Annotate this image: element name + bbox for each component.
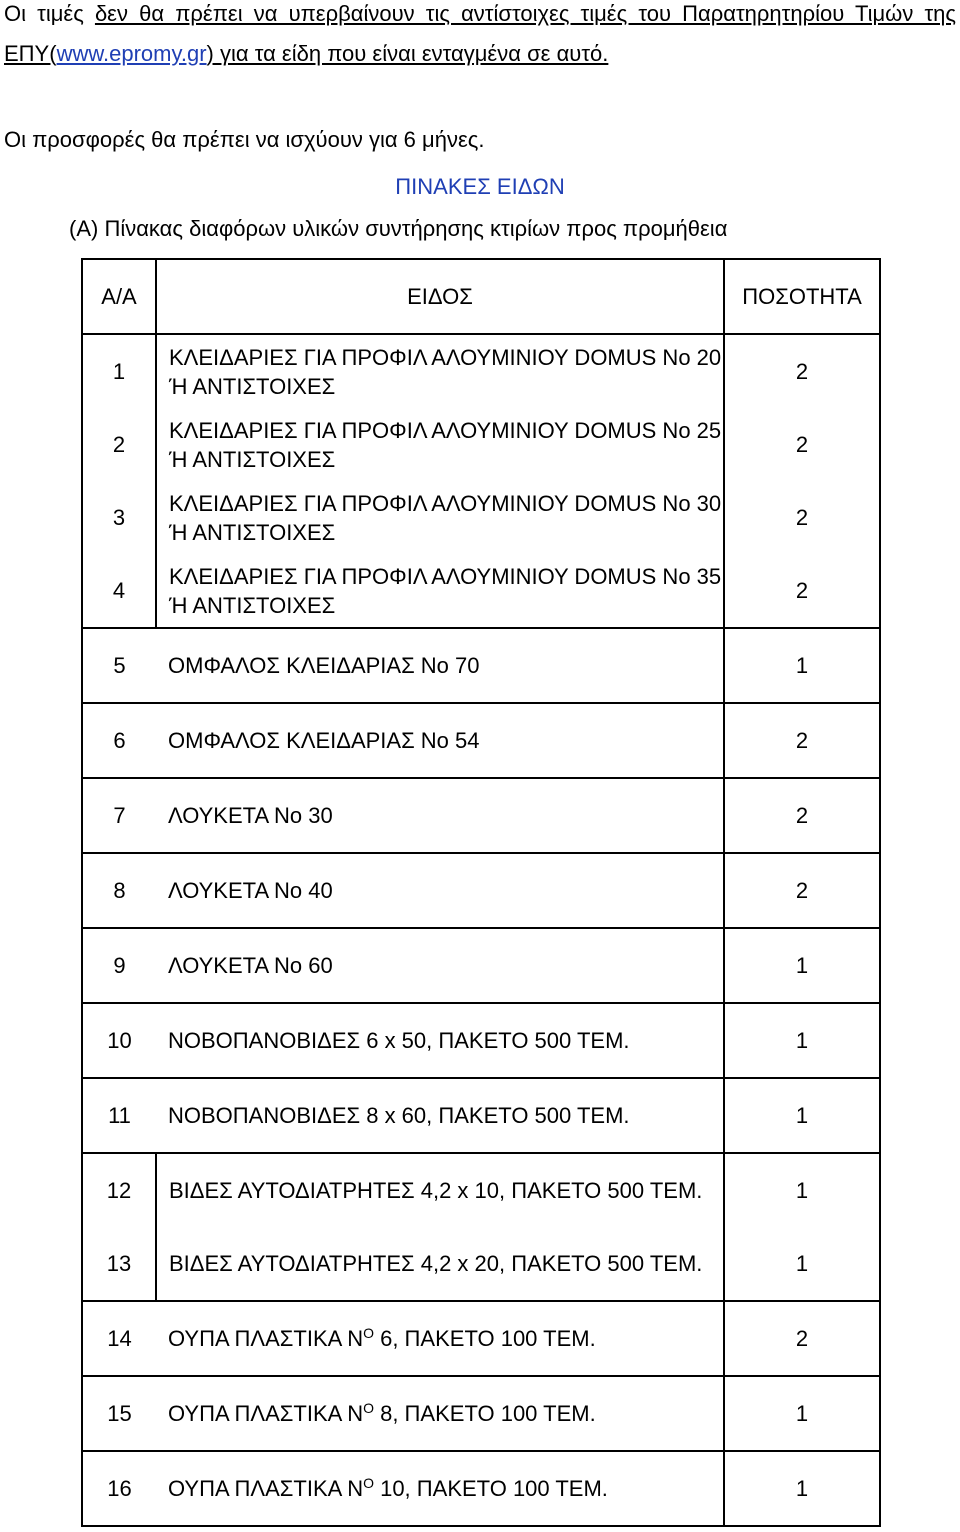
table-row — [82, 1451, 880, 1526]
header-aa: Α/Α — [82, 259, 156, 334]
table-row — [82, 778, 880, 853]
row-aa: 6 — [82, 703, 156, 778]
row-item: ΟΜΦΑΛΟΣ ΚΛΕΙΔΑΡΙΑΣ No 54 — [156, 703, 724, 778]
row-qty: 2 — [724, 1301, 880, 1376]
row-aa: 4 — [82, 554, 156, 628]
row-aa: 7 — [82, 778, 156, 853]
row-qty: 2 — [724, 554, 880, 628]
item-text-pre: ΟΥΠΑ ΠΛΑΣΤΙΚΑ Ν — [168, 1401, 364, 1426]
item-sup: Ο — [363, 1475, 374, 1491]
row-aa: 15 — [82, 1376, 156, 1451]
intro-underlined: δεν θα πρέπει να υπερβαίνουν τις αντίστοιχες τιμές του Παρατηρητηρίου Τιμών της ΕΠΥ( — [4, 1, 957, 66]
validity-paragraph: Οι προσφορές θα πρέπει να ισχύουν για 6 μήνες. — [4, 127, 485, 152]
row-qty: 1 — [724, 1451, 880, 1526]
row-item: ΛΟΥΚΕΤΑ No 60 — [156, 928, 724, 1003]
row-aa: 2 — [82, 408, 156, 481]
row-item: ΝΟΒΟΠΑΝΟΒΙΔΕΣ 6 x 50, ΠΑΚΕΤΟ 500 ΤΕΜ. — [156, 1003, 724, 1078]
row-aa: 1 — [82, 334, 156, 408]
row-qty: 1 — [724, 1003, 880, 1078]
row-qty: 2 — [724, 703, 880, 778]
table-row — [82, 481, 880, 554]
epromy-link[interactable]: www.epromy.gr — [56, 41, 207, 66]
row-qty: 1 — [724, 1227, 880, 1301]
row-qty: 1 — [724, 1078, 880, 1153]
intro-suffix: ) για τα είδη που είναι ενταγμένα σε αυτό. — [206, 41, 609, 66]
item-text-post: 6, ΠΑΚΕΤΟ 100 ΤΕΜ. — [373, 1326, 596, 1351]
table-row — [82, 1003, 880, 1078]
row-aa: 8 — [82, 853, 156, 928]
row-qty: 1 — [724, 1153, 880, 1227]
row-qty: 2 — [724, 853, 880, 928]
item-text-pre: ΟΥΠΑ ΠΛΑΣΤΙΚΑ Ν — [168, 1476, 364, 1501]
row-aa: 11 — [82, 1078, 156, 1153]
intro-paragraph — [4, 0, 956, 74]
table-row — [82, 853, 880, 928]
item-sup: Ο — [363, 1400, 374, 1416]
table-row — [82, 1153, 880, 1227]
table-row — [82, 1376, 880, 1451]
row-item — [156, 1376, 724, 1451]
row-qty: 2 — [724, 334, 880, 408]
item-text-post: 10, ΠΑΚΕΤΟ 100 ΤΕΜ. — [373, 1476, 608, 1501]
table-row — [82, 628, 880, 703]
item-text-pre: ΟΥΠΑ ΠΛΑΣΤΙΚΑ Ν — [168, 1326, 364, 1351]
table-header-row — [82, 259, 880, 334]
row-aa: 3 — [82, 481, 156, 554]
row-qty: 1 — [724, 928, 880, 1003]
table-row — [82, 703, 880, 778]
row-item: ΝΟΒΟΠΑΝΟΒΙΔΕΣ 8 x 60, ΠΑΚΕΤΟ 500 ΤΕΜ. — [156, 1078, 724, 1153]
table-a-title: (Α) Πίνακας διαφόρων υλικών συντήρησης κτιρίων προς προμήθεια — [69, 216, 728, 241]
row-qty: 2 — [724, 778, 880, 853]
row-aa: 14 — [82, 1301, 156, 1376]
header-item: ΕΙΔΟΣ — [156, 259, 724, 334]
table-row — [82, 1227, 880, 1301]
row-qty: 1 — [724, 1376, 880, 1451]
row-qty: 2 — [724, 408, 880, 481]
row-item: ΒΙΔΕΣ ΑΥΤΟΔΙΑΤΡΗΤΕΣ 4,2 x 20, ΠΑΚΕΤΟ 500 ΤΕΜ. — [156, 1227, 724, 1301]
item-sup: Ο — [363, 1325, 374, 1341]
tables-heading: ΠΙΝΑΚΕΣ ΕΙΔΩΝ — [395, 174, 565, 199]
row-aa: 9 — [82, 928, 156, 1003]
row-item: ΟΜΦΑΛΟΣ ΚΛΕΙΔΑΡΙΑΣ No 70 — [156, 628, 724, 703]
table-row — [82, 1078, 880, 1153]
intro-prefix: Οι τιμές — [4, 1, 95, 26]
row-item: ΚΛΕΙΔΑΡΙΕΣ ΓΙΑ ΠΡΟΦΙΛ ΑΛΟΥΜΙΝΙΟΥ DOMUS No 25 Ή ΑΝΤΙΣΤΟΙΧΕΣ — [169, 417, 722, 472]
row-aa: 16 — [82, 1451, 156, 1526]
row-item: ΚΛΕΙΔΑΡΙΕΣ ΓΙΑ ΠΡΟΦΙΛ ΑΛΟΥΜΙΝΙΟΥ DOMUS No 35 Ή ΑΝΤΙΣΤΟΙΧΕΣ — [156, 554, 724, 628]
row-item: ΛΟΥΚΕΤΑ No 30 — [156, 778, 724, 853]
materials-table — [81, 258, 881, 1527]
row-item — [156, 1301, 724, 1376]
row-aa: 12 — [82, 1153, 156, 1227]
row-aa: 13 — [82, 1227, 156, 1301]
item-text-post: 8, ΠΑΚΕΤΟ 100 ΤΕΜ. — [373, 1401, 596, 1426]
table-row — [82, 554, 880, 628]
row-item — [156, 1451, 724, 1526]
row-item: ΛΟΥΚΕΤΑ No 40 — [156, 853, 724, 928]
table-row — [82, 1301, 880, 1376]
row-qty: 2 — [724, 481, 880, 554]
row-qty: 1 — [724, 628, 880, 703]
table-row — [82, 408, 880, 481]
row-item: ΒΙΔΕΣ ΑΥΤΟΔΙΑΤΡΗΤΕΣ 4,2 x 10, ΠΑΚΕΤΟ 500 ΤΕΜ. — [156, 1153, 724, 1227]
table-row — [82, 334, 880, 408]
header-qty: ΠΟΣΟΤΗΤΑ — [724, 259, 880, 334]
row-aa: 10 — [82, 1003, 156, 1078]
row-item: ΚΛΕΙΔΑΡΙΕΣ ΓΙΑ ΠΡΟΦΙΛ ΑΛΟΥΜΙΝΙΟΥ DOMUS No 30 Ή ΑΝΤΙΣΤΟΙΧΕΣ — [169, 490, 722, 545]
row-aa: 5 — [82, 628, 156, 703]
row-item: ΚΛΕΙΔΑΡΙΕΣ ΓΙΑ ΠΡΟΦΙΛ ΑΛΟΥΜΙΝΙΟΥ DOMUS No 20 Ή ΑΝΤΙΣΤΟΙΧΕΣ — [156, 334, 724, 408]
table-row — [82, 928, 880, 1003]
